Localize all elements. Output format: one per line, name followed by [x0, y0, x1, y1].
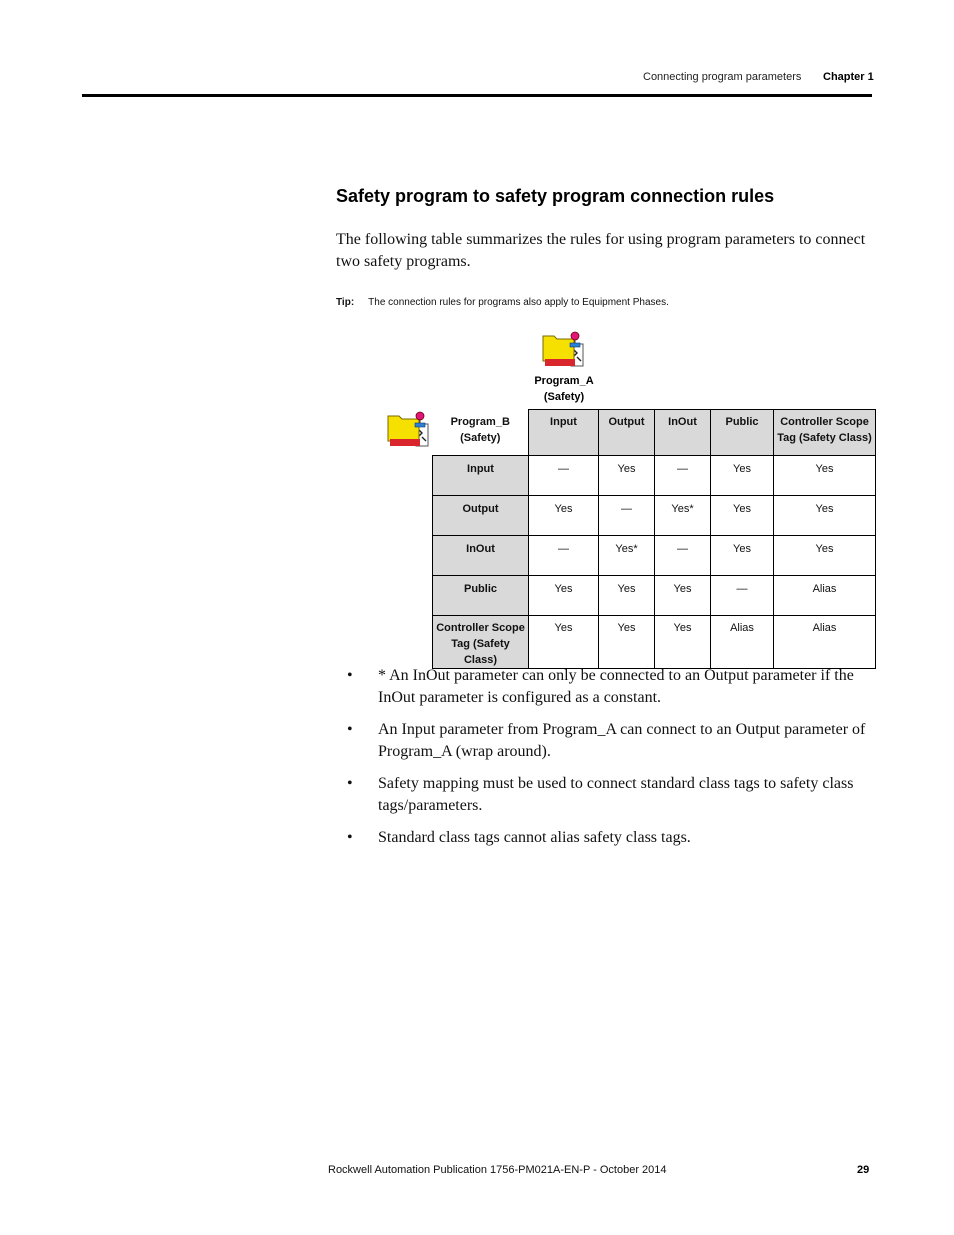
page-number: 29: [857, 1164, 870, 1176]
table-cell: Yes: [711, 456, 774, 496]
table-cell: Yes: [711, 536, 774, 576]
running-header-section: Connecting program parameters: [643, 71, 802, 83]
table-header-row: [433, 410, 876, 456]
header-divider: [82, 94, 872, 97]
row-header-line: Tag (Safety Class): [451, 638, 510, 666]
program-a-folder-icon: [541, 330, 585, 370]
program-a-class: (Safety): [543, 391, 585, 403]
table-cell: Yes: [774, 536, 876, 576]
program-b-class: (Safety): [460, 431, 501, 444]
list-item: [336, 827, 876, 849]
column-header-line: Controller Scope: [780, 416, 869, 428]
program-a-name: Program_A: [534, 375, 594, 387]
column-header: InOut: [655, 410, 711, 456]
list-item-text: Safety mapping must be used to connect standard class tags to safety class tags/parameters.: [378, 775, 854, 814]
program-b-folder-icon: [386, 410, 430, 450]
table-cell: Yes: [774, 496, 876, 536]
table-cell: —: [599, 496, 655, 536]
list-item-text: Standard class tags cannot alias safety class tags.: [378, 829, 691, 846]
table-cell: Alias: [774, 576, 876, 616]
table-cell: Alias: [774, 616, 876, 669]
table-row: [433, 496, 876, 536]
tip-text: The connection rules for programs also apply to Equipment Phases.: [368, 297, 669, 308]
table-cell: Alias: [711, 616, 774, 669]
list-item-text: * An InOut parameter can only be connected to an Output parameter if the InOut parameter is configured as a constant.: [378, 667, 854, 706]
footer-publication: Rockwell Automation Publication 1756-PM021A-EN-P - October 2014: [328, 1164, 667, 1176]
bullet-icon: •: [347, 775, 353, 792]
column-header: Input: [529, 410, 599, 456]
table-row: [433, 456, 876, 496]
table-cell: Yes: [599, 456, 655, 496]
table-row: [433, 576, 876, 616]
table-cell: Yes: [711, 496, 774, 536]
list-item: [336, 719, 876, 763]
bullet-icon: •: [347, 667, 353, 684]
table-cell: Yes*: [655, 496, 711, 536]
row-header: Input: [433, 456, 529, 496]
column-header: Public: [711, 410, 774, 456]
row-header-line: Controller Scope: [436, 622, 525, 634]
row-header: [433, 616, 529, 669]
program-b-name: Program_B: [450, 415, 510, 428]
table-cell: —: [529, 456, 599, 496]
column-header-line: Tag (Safety Class): [777, 432, 872, 444]
table-row: [433, 616, 876, 669]
table-cell: Yes: [529, 496, 599, 536]
table-cell: —: [711, 576, 774, 616]
connection-rules-table: [432, 409, 876, 669]
list-item: [336, 773, 876, 817]
program-b-label: [433, 410, 529, 456]
row-header: Public: [433, 576, 529, 616]
tip-note: [336, 297, 669, 308]
bullet-icon: •: [347, 721, 353, 738]
list-item-text: An Input parameter from Program_A can connect to an Output parameter of Program_A (wrap around).: [378, 721, 866, 760]
table-cell: Yes: [774, 456, 876, 496]
running-header-chapter: Chapter 1: [823, 71, 874, 83]
program-a-label: [523, 373, 605, 405]
intro-paragraph: The following table summarizes the rules for using program parameters to connect two safety programs.: [336, 231, 866, 270]
table-cell: —: [655, 536, 711, 576]
row-header: InOut: [433, 536, 529, 576]
bullet-icon: •: [347, 829, 353, 846]
table-cell: Yes: [655, 616, 711, 669]
table-cell: Yes: [599, 616, 655, 669]
table-cell: Yes: [599, 576, 655, 616]
section-title: Safety program to safety program connection rules: [336, 186, 775, 206]
table-cell: Yes: [529, 576, 599, 616]
table-cell: Yes: [655, 576, 711, 616]
rules-bullet-list: [336, 665, 876, 859]
table-cell: Yes*: [599, 536, 655, 576]
tip-label: Tip:: [336, 297, 355, 308]
list-item: [336, 665, 876, 709]
table-cell: Yes: [529, 616, 599, 669]
table-cell: —: [655, 456, 711, 496]
table-cell: —: [529, 536, 599, 576]
column-header: [774, 410, 876, 456]
table-row: [433, 536, 876, 576]
column-header: Output: [599, 410, 655, 456]
row-header: Output: [433, 496, 529, 536]
